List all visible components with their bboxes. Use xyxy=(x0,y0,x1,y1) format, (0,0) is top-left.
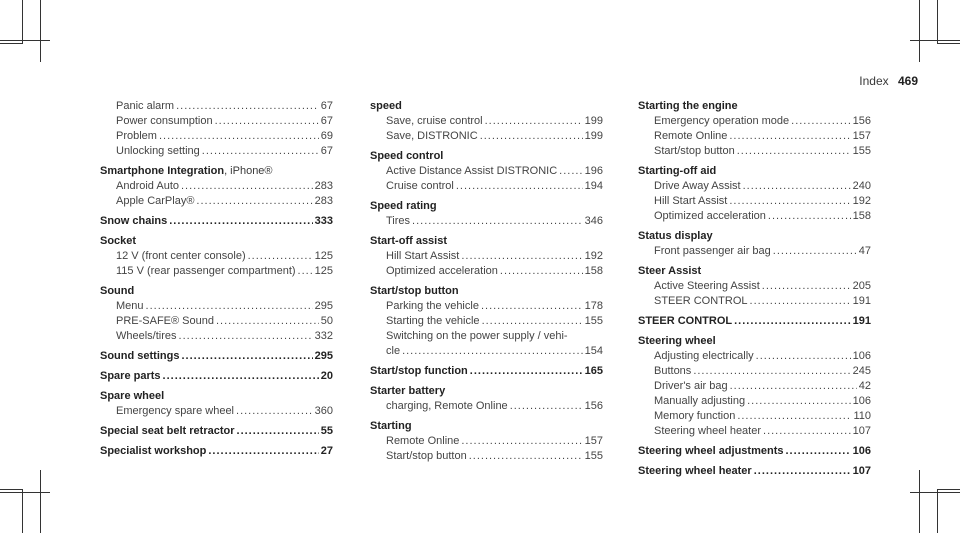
page-reference[interactable]: 295 xyxy=(314,350,333,362)
entry-label: Memory function xyxy=(654,410,736,422)
index-heading-text: Smartphone Integration xyxy=(100,165,225,177)
index-subentry[interactable] xyxy=(100,314,333,329)
entry-label: Panic alarm xyxy=(116,100,175,112)
page-reference[interactable]: 156 xyxy=(584,400,603,412)
dot-leader xyxy=(743,179,851,194)
page-reference[interactable]: 55 xyxy=(320,425,333,437)
entry-label: PRE-SAFE® Sound xyxy=(116,315,214,327)
entry-label: Spare parts xyxy=(100,370,161,382)
index-heading-entry[interactable] xyxy=(638,314,871,329)
dot-leader xyxy=(159,129,319,144)
entry-label: Steering wheel adjustments xyxy=(638,445,784,457)
index-subentry[interactable] xyxy=(370,299,603,314)
entry-label: Parking the vehicle xyxy=(386,300,479,312)
dot-leader xyxy=(196,194,312,209)
index-heading: Spare wheel xyxy=(100,390,165,402)
index-subentry[interactable] xyxy=(100,404,333,419)
entry-label: Remote Online xyxy=(386,435,460,447)
index-heading-qualifier: , iPhone® xyxy=(224,165,273,177)
index-subentry[interactable] xyxy=(100,194,333,209)
index-subentry[interactable] xyxy=(638,179,871,194)
dot-leader xyxy=(481,299,583,314)
page-reference[interactable]: 157 xyxy=(584,435,603,447)
entry-label: Cruise control xyxy=(386,180,454,192)
entry-label: 115 V (rear passenger compartment) xyxy=(116,265,296,277)
index-heading-entry[interactable] xyxy=(370,364,603,379)
entry-label: Unlocking setting xyxy=(116,145,200,157)
page-reference[interactable]: 283 xyxy=(314,180,333,192)
index-subentry[interactable] xyxy=(100,299,333,314)
page-reference[interactable]: 360 xyxy=(314,405,333,417)
entry-label: Special seat belt retractor xyxy=(100,425,235,437)
dot-leader xyxy=(480,129,583,144)
index-heading: Steer Assist xyxy=(638,265,702,277)
dot-leader xyxy=(747,394,851,409)
page-reference[interactable]: 191 xyxy=(852,295,871,307)
page-reference[interactable]: 199 xyxy=(584,115,603,127)
dot-leader xyxy=(750,294,851,309)
page-reference[interactable]: 125 xyxy=(314,250,333,262)
dot-leader xyxy=(179,329,313,344)
dot-leader xyxy=(500,264,583,279)
index-subentry[interactable] xyxy=(370,344,603,359)
entry-label: Remote Online xyxy=(654,130,728,142)
index-heading: Socket xyxy=(100,235,137,247)
dot-leader xyxy=(559,164,582,179)
page-reference[interactable]: 333 xyxy=(314,215,333,227)
index-heading: Sound xyxy=(100,285,135,297)
section-title: Index xyxy=(859,74,889,88)
entry-label: Specialist workshop xyxy=(100,445,207,457)
dot-leader xyxy=(756,349,851,364)
index-subentry[interactable] xyxy=(100,179,333,194)
index-subentry[interactable] xyxy=(638,424,871,439)
dot-leader xyxy=(181,179,313,194)
index-heading: Start-off assist xyxy=(370,235,448,247)
dot-leader xyxy=(176,99,319,114)
index-heading-entry[interactable] xyxy=(638,464,871,479)
index-subentry[interactable] xyxy=(638,144,871,159)
page-reference[interactable]: 178 xyxy=(584,300,603,312)
entry-label: Front passenger air bag xyxy=(654,245,771,257)
entry-label: Adjusting electrically xyxy=(654,350,754,362)
entry-label: Snow chains xyxy=(100,215,168,227)
index-subentry[interactable] xyxy=(638,394,871,409)
entry-label: Steering wheel heater xyxy=(638,465,752,477)
page-reference[interactable]: 205 xyxy=(852,280,871,292)
index-subentry[interactable] xyxy=(370,314,603,329)
page-reference[interactable]: 196 xyxy=(584,165,603,177)
dot-leader xyxy=(169,214,312,229)
page-reference[interactable]: 155 xyxy=(584,315,603,327)
dot-leader xyxy=(754,464,851,479)
entry-label: Tires xyxy=(386,215,411,227)
entry-label: Problem xyxy=(116,130,157,142)
dot-leader xyxy=(762,279,851,294)
page-reference[interactable]: 191 xyxy=(852,315,871,327)
index-heading-entry[interactable] xyxy=(100,214,333,229)
dot-leader xyxy=(469,449,583,464)
dot-leader xyxy=(768,209,851,224)
page-reference[interactable]: 199 xyxy=(584,130,603,142)
index-heading: Starting the engine xyxy=(638,100,738,112)
index-subentry[interactable] xyxy=(638,364,871,379)
dot-leader xyxy=(485,114,583,129)
entry-label: 12 V (front center console) xyxy=(116,250,246,262)
index-subentry[interactable] xyxy=(638,349,871,364)
dot-leader xyxy=(734,314,851,329)
page-reference[interactable]: 158 xyxy=(584,265,603,277)
page-reference[interactable]: 192 xyxy=(852,195,871,207)
index-subentry[interactable] xyxy=(638,129,871,144)
entry-label: Manually adjusting xyxy=(654,395,746,407)
page-reference[interactable]: 67 xyxy=(320,145,333,157)
index-subentry[interactable] xyxy=(638,114,871,129)
dot-leader xyxy=(237,424,319,439)
dot-leader xyxy=(510,399,583,414)
index-subentry[interactable] xyxy=(370,214,603,229)
dot-leader xyxy=(298,264,313,279)
entry-label: Starting the vehicle xyxy=(386,315,480,327)
dot-leader xyxy=(773,244,857,259)
dot-leader xyxy=(248,249,313,264)
dot-leader xyxy=(402,344,583,359)
entry-label: Save, DISTRONIC xyxy=(386,130,478,142)
dot-leader xyxy=(412,214,583,229)
entry-label: Sound settings xyxy=(100,350,180,362)
index-heading: Speed rating xyxy=(370,200,437,212)
page-reference[interactable]: 295 xyxy=(314,300,333,312)
page-reference[interactable]: 332 xyxy=(314,330,333,342)
dot-leader xyxy=(461,434,582,449)
entry-label: Start/stop button xyxy=(654,145,735,157)
page-reference[interactable]: 47 xyxy=(858,245,871,257)
index-subentry[interactable] xyxy=(370,114,603,129)
page-reference[interactable]: 42 xyxy=(858,380,871,392)
entry-label: Start/stop button xyxy=(386,450,467,462)
index-subentry[interactable] xyxy=(370,164,603,179)
index-heading-entry[interactable] xyxy=(100,369,333,384)
dot-leader xyxy=(737,409,851,424)
index-heading-entry[interactable] xyxy=(100,444,333,459)
index-subentry[interactable] xyxy=(370,179,603,194)
dot-leader xyxy=(208,444,318,459)
dot-leader xyxy=(470,364,583,379)
dot-leader xyxy=(729,194,850,209)
page-reference[interactable]: 240 xyxy=(852,180,871,192)
dot-leader xyxy=(236,404,313,419)
dot-leader xyxy=(729,129,850,144)
entry-label: Optimized acceleration xyxy=(386,265,498,277)
page-reference[interactable]: 157 xyxy=(852,130,871,142)
dot-leader xyxy=(763,424,851,439)
entry-label: Hill Start Assist xyxy=(654,195,728,207)
index-subentry[interactable] xyxy=(638,379,871,394)
index-subentry[interactable] xyxy=(100,144,333,159)
page-reference[interactable]: 155 xyxy=(584,450,603,462)
index-heading: Status display xyxy=(638,230,713,242)
dot-leader xyxy=(202,144,319,159)
index-column-2 xyxy=(370,99,603,464)
dot-leader xyxy=(482,314,583,329)
index-heading: speed xyxy=(370,100,402,112)
entry-label: Start/stop function xyxy=(370,365,468,377)
index-heading: Steering wheel xyxy=(638,335,716,347)
index-subentry[interactable] xyxy=(100,99,333,114)
page-reference[interactable]: 192 xyxy=(584,250,603,262)
page-reference[interactable]: 69 xyxy=(320,130,333,142)
page-reference[interactable]: 346 xyxy=(584,215,603,227)
dot-leader xyxy=(216,314,319,329)
page-reference[interactable]: 158 xyxy=(852,210,871,222)
page-reference[interactable]: 156 xyxy=(852,115,871,127)
dot-leader xyxy=(730,379,857,394)
entry-label: Android Auto xyxy=(116,180,179,192)
entry-label: Optimized acceleration xyxy=(654,210,766,222)
page-header xyxy=(859,74,918,88)
dot-leader xyxy=(215,114,319,129)
entry-label: cle xyxy=(386,345,401,357)
index-subentry[interactable] xyxy=(638,194,871,209)
index-column-3 xyxy=(638,99,871,479)
index-heading xyxy=(100,164,333,179)
index-heading: Start/stop button xyxy=(370,285,459,297)
page-reference[interactable]: 155 xyxy=(852,145,871,157)
index-subentry[interactable] xyxy=(370,129,603,144)
index-heading: Speed control xyxy=(370,150,444,162)
page-reference[interactable]: 110 xyxy=(853,410,871,422)
index-subentry[interactable] xyxy=(100,264,333,279)
index-subentry[interactable] xyxy=(100,114,333,129)
index-subentry[interactable] xyxy=(638,279,871,294)
dot-leader xyxy=(456,179,583,194)
dot-leader xyxy=(163,369,319,384)
entry-label: STEER CONTROL xyxy=(654,295,748,307)
index-subentry[interactable] xyxy=(638,294,871,309)
entry-label: Power consumption xyxy=(116,115,213,127)
index-heading: Starting-off aid xyxy=(638,165,717,177)
entry-label: Emergency spare wheel xyxy=(116,405,235,417)
entry-label: Buttons xyxy=(654,365,692,377)
page-reference[interactable]: 165 xyxy=(584,365,603,377)
dot-leader xyxy=(737,144,851,159)
index-subentry[interactable] xyxy=(370,434,603,449)
index-subentry[interactable] xyxy=(370,449,603,464)
entry-label: Active Steering Assist xyxy=(654,280,760,292)
entry-label: Emergency operation mode xyxy=(654,115,790,127)
page-reference[interactable]: 125 xyxy=(314,265,333,277)
page-reference[interactable]: 194 xyxy=(584,180,603,192)
entry-label: Apple CarPlay® xyxy=(116,195,195,207)
dot-leader xyxy=(693,364,850,379)
page-reference[interactable]: 107 xyxy=(852,425,871,437)
dot-leader xyxy=(146,299,313,314)
index-subentry[interactable] xyxy=(370,399,603,414)
page-reference[interactable]: 50 xyxy=(320,315,333,327)
page-reference[interactable]: 20 xyxy=(320,370,333,382)
index-subentry-text: Switching on the power supply / vehi- xyxy=(386,330,568,342)
entry-label: STEER CONTROL xyxy=(638,315,733,327)
entry-label: charging, Remote Online xyxy=(386,400,508,412)
entry-label: Steering wheel heater xyxy=(654,425,762,437)
entry-label: Wheels/tires xyxy=(116,330,177,342)
page-reference[interactable]: 245 xyxy=(852,365,871,377)
index-heading: Starting xyxy=(370,420,412,432)
dot-leader xyxy=(791,114,851,129)
page-reference[interactable]: 283 xyxy=(314,195,333,207)
entry-label: Save, cruise control xyxy=(386,115,483,127)
page-reference[interactable]: 106 xyxy=(852,445,871,457)
index-heading-entry[interactable] xyxy=(100,424,333,439)
page-number: 469 xyxy=(897,74,918,88)
index-subentry[interactable] xyxy=(638,209,871,224)
page-reference[interactable]: 154 xyxy=(584,345,603,357)
index-subentry[interactable] xyxy=(100,129,333,144)
index-heading-entry[interactable] xyxy=(100,349,333,364)
dot-leader xyxy=(461,249,582,264)
index-subentry[interactable] xyxy=(638,244,871,259)
entry-label: Menu xyxy=(116,300,144,312)
page-reference[interactable]: 27 xyxy=(320,445,333,457)
page-reference[interactable]: 67 xyxy=(320,115,333,127)
entry-label: Drive Away Assist xyxy=(654,180,741,192)
index-subentry[interactable] xyxy=(638,409,871,424)
dot-leader xyxy=(181,349,312,364)
index-column-1 xyxy=(100,99,333,459)
page-reference[interactable]: 106 xyxy=(852,350,871,362)
page-reference[interactable]: 107 xyxy=(852,465,871,477)
entry-label: Driver's air bag xyxy=(654,380,728,392)
index-subentry[interactable] xyxy=(100,329,333,344)
index-subentry[interactable] xyxy=(100,249,333,264)
dot-leader xyxy=(785,444,850,459)
index-heading-entry[interactable] xyxy=(638,444,871,459)
entry-label: Hill Start Assist xyxy=(386,250,460,262)
page-reference[interactable]: 67 xyxy=(320,100,333,112)
entry-label: Active Distance Assist DISTRONIC xyxy=(386,165,558,177)
page-reference[interactable]: 106 xyxy=(852,395,871,407)
index-subentry[interactable] xyxy=(370,264,603,279)
index-heading: Starter battery xyxy=(370,385,446,397)
index-subentry[interactable] xyxy=(370,249,603,264)
